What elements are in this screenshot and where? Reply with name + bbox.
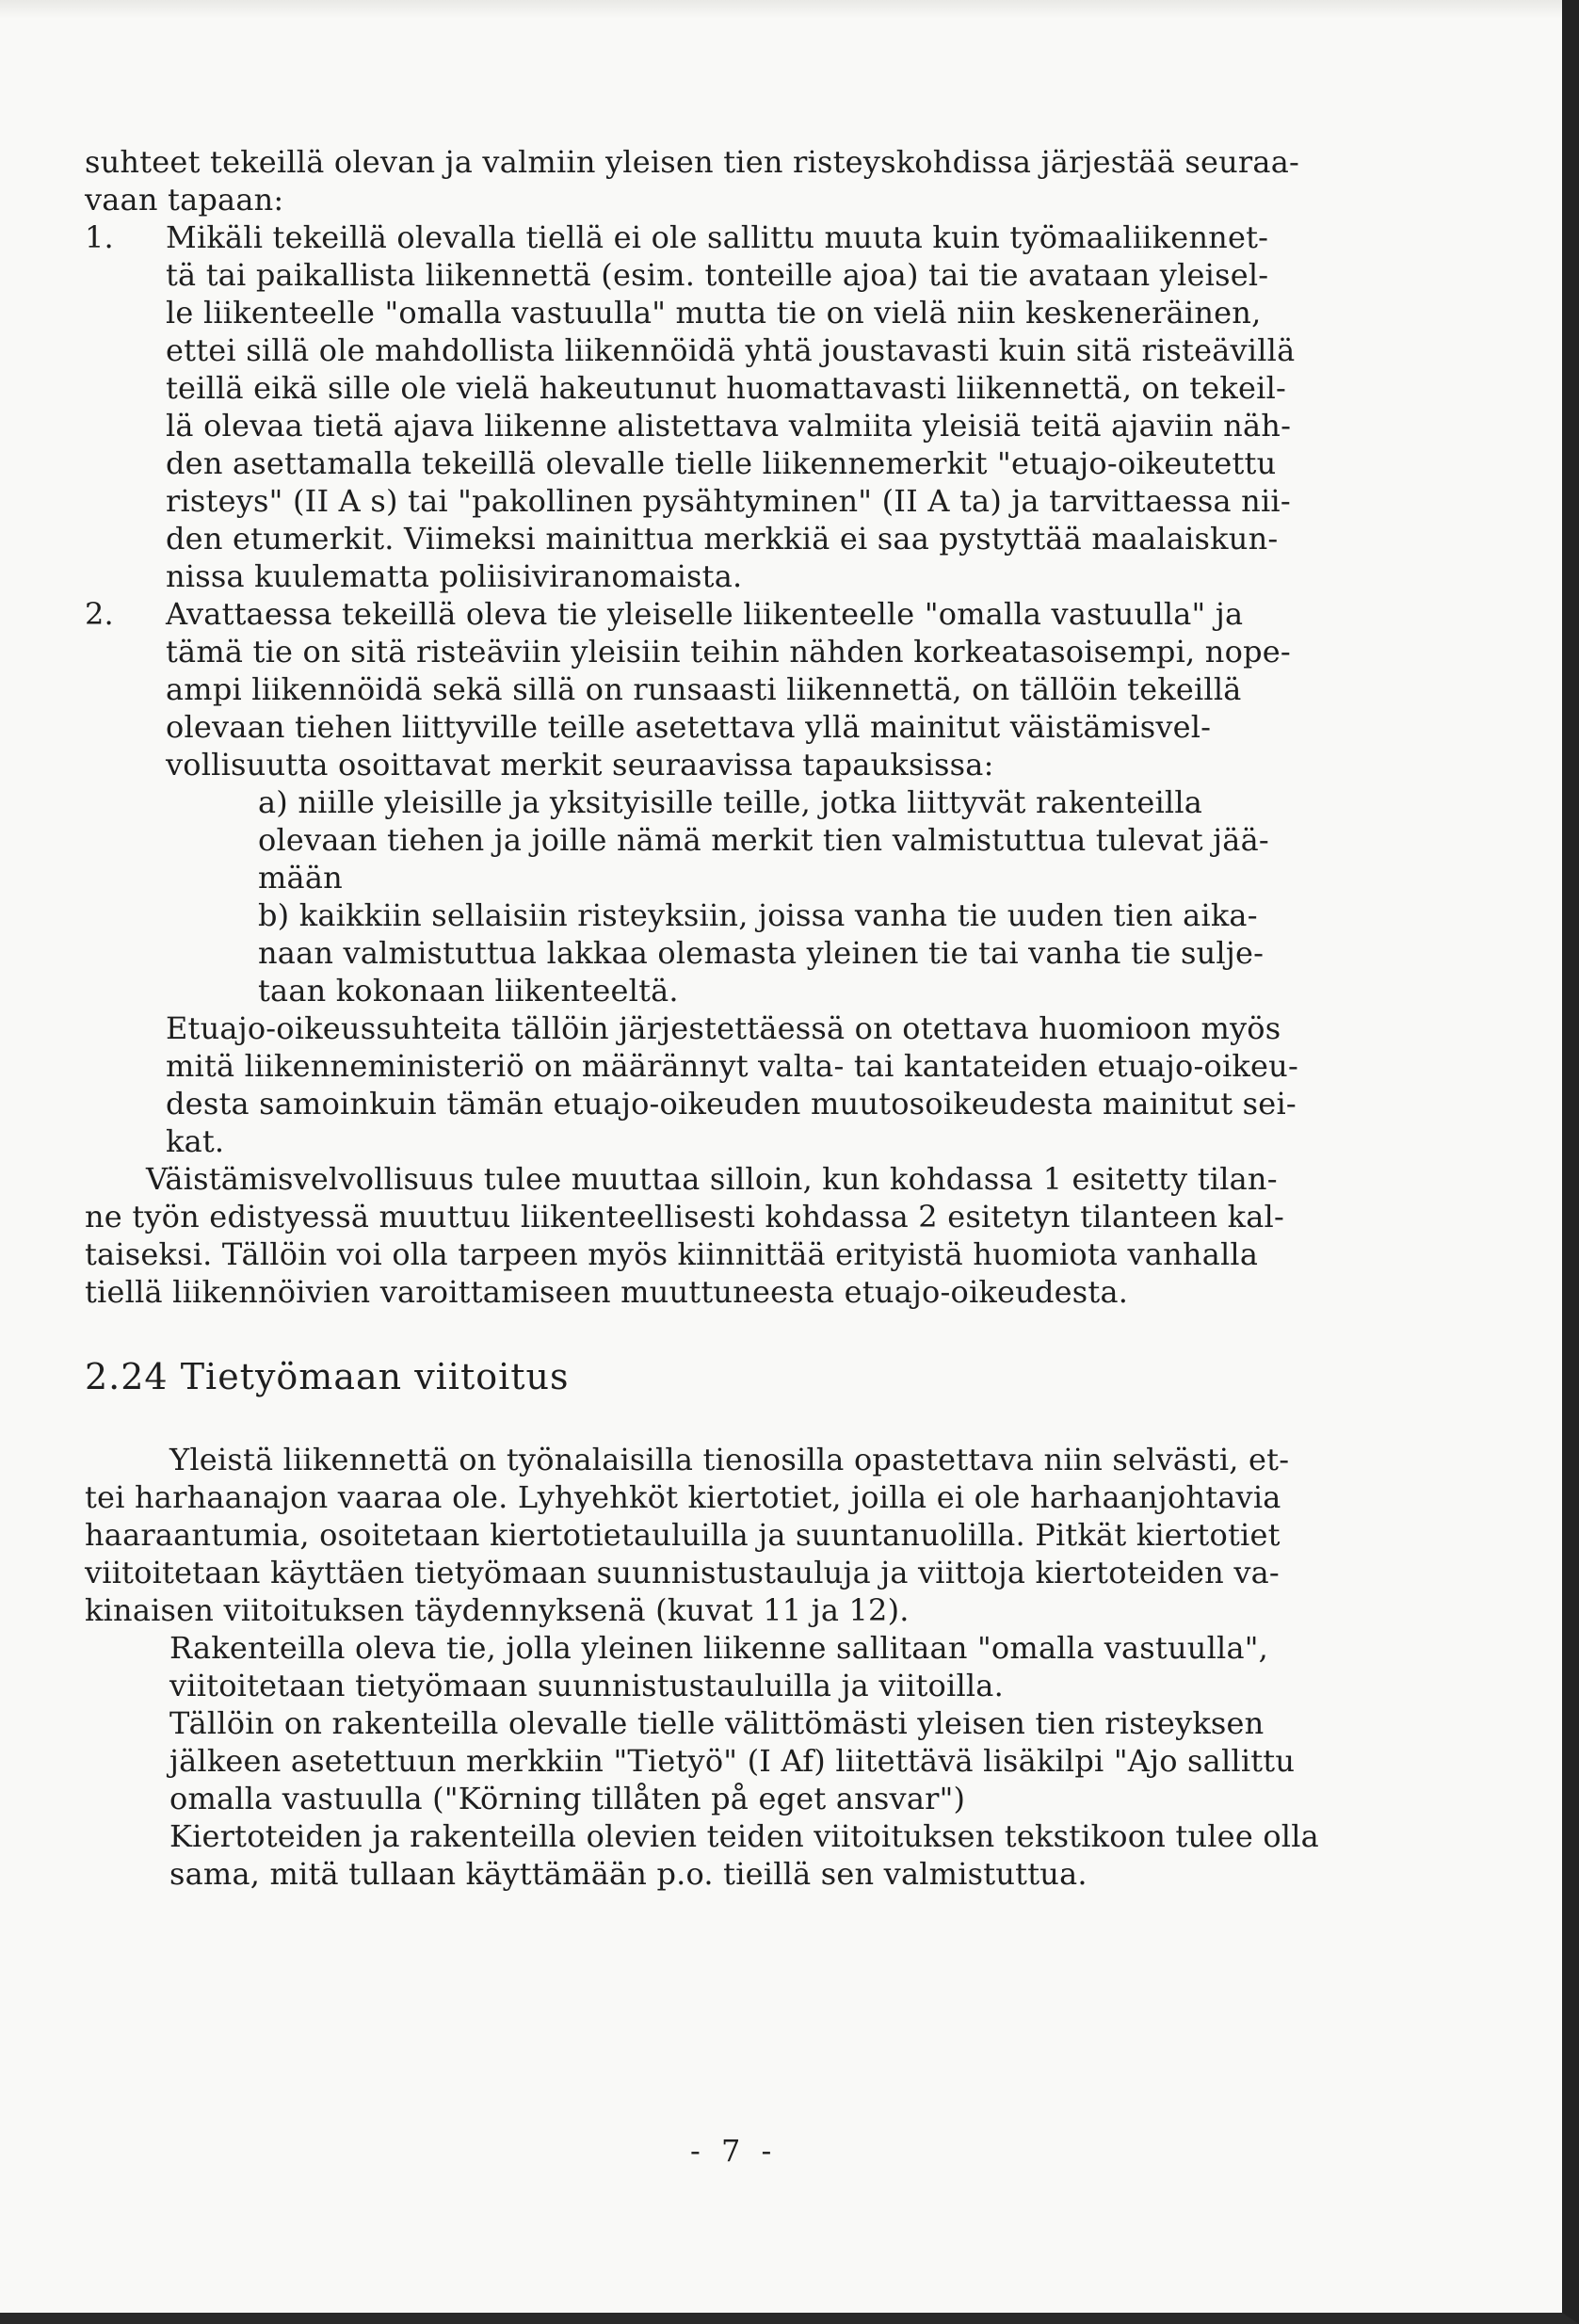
- subitem-a-line-2: olevaan tiehen ja joille nämä merkit tien valmistuttua tulevat jää-: [258, 822, 1269, 858]
- text-line-12: nissa kuulematta poliisiviranomaista.: [166, 558, 743, 594]
- text-line-28: haaraantumia, osoitetaan kiertotietauluilla ja suuntanuolilla. Pitkät kiertotiet: [85, 1517, 1281, 1553]
- text-line-14: tämä tie on sitä risteäviin yleisiin teihin nähden korkeatasoisempi, nope-: [166, 634, 1291, 670]
- text-line-11: den etumerkit. Viimeksi mainittua merkkiä ei saa pystyttää maalaiskun-: [166, 521, 1279, 557]
- text-line-36: Kiertoteiden ja rakenteilla olevien teiden viitoituksen tekstikoon tulee olla: [169, 1818, 1319, 1854]
- text-line-25: tiellä liikennöivien varoittamiseen muuttuneesta etuajo-oikeudesta.: [85, 1274, 1129, 1310]
- page-number: - 7 -: [690, 2133, 778, 2169]
- text-line-27: tei harhaanajon vaaraa ole. Lyhyehköt kiertotiet, joilla ei ole harhaanjohtavia: [85, 1479, 1281, 1515]
- scan-edge-shadow: [0, 0, 1562, 19]
- text-line-37: sama, mitä tullaan käyttämään p.o. tieillä sen valmistuttua.: [169, 1856, 1088, 1892]
- text-line-8: lä olevaa tietä ajava liikenne alistettava valmiita yleisiä teitä ajaviin näh-: [166, 408, 1292, 444]
- text-line-5: le liikenteelle "omalla vastuulla" mutta tie on vielä niin keskeneräinen,: [166, 295, 1262, 331]
- subitem-a-line-1: a) niille yleisille ja yksityisille teille, jotka liittyvät rakenteilla: [258, 784, 1203, 820]
- text-line-3: Mikäli tekeillä olevalla tiellä ei ole sallittu muuta kuin työmaaliikennet-: [166, 219, 1269, 255]
- text-line-30: kinaisen viitoituksen täydennyksenä (kuvat 11 ja 12).: [85, 1592, 910, 1628]
- list-number-1: 1.: [85, 219, 114, 255]
- text-line-2: vaan tapaan:: [85, 182, 284, 218]
- subitem-b-line-3: taan kokonaan liikenteeltä.: [258, 973, 679, 1009]
- text-line-26: Yleistä liikennettä on työnalaisilla tienosilla opastettava niin selvästi, et-: [169, 1442, 1290, 1477]
- text-line-15: ampi liikennöidä sekä sillä on runsaasti liikennettä, on tällöin tekeillä: [166, 671, 1242, 707]
- list-number-2: 2.: [85, 596, 114, 632]
- text-line-32: viitoitetaan tietyömaan suunnistustauluilla ja viitoilla.: [169, 1668, 1004, 1703]
- text-line-22: Väistämisvelvollisuus tulee muuttaa silloin, kun kohdassa 1 esitetty tilan-: [146, 1161, 1278, 1197]
- text-line-20: desta samoinkuin tämän etuajo-oikeuden muutosoikeudesta mainitut sei-: [166, 1086, 1297, 1122]
- subitem-b-line-2: naan valmistuttua lakkaa olemasta yleinen tie tai vanha tie sulje-: [258, 935, 1265, 971]
- text-line-35: omalla vastuulla ("Körning tillåten på eget ansvar"): [169, 1781, 966, 1816]
- text-line-34: jälkeen asetettuun merkkiin "Tietyö" (I Af) liitettävä lisäkilpi "Ajo sallittu: [169, 1743, 1296, 1779]
- text-line-7: teillä eikä sille ole vielä hakeutunut huomattavasti liikennettä, on tekeil-: [166, 370, 1287, 406]
- text-line-17: vollisuutta osoittavat merkit seuraavissa tapauksissa:: [166, 747, 994, 783]
- text-line-29: viitoitetaan käyttäen tietyömaan suunnistustauluja ja viittoja kiertoteiden va-: [85, 1555, 1280, 1590]
- section-heading: 2.24 Tietyömaan viitoitus: [85, 1356, 570, 1397]
- text-line-31: Rakenteilla oleva tie, jolla yleinen liikenne sallitaan "omalla vastuulla",: [169, 1630, 1269, 1666]
- text-line-19: mitä liikenneministeriö on määrännyt valta- tai kantateiden etuajo-oikeu-: [166, 1048, 1298, 1084]
- text-line-6: ettei sillä ole mahdollista liikennöidä yhtä joustavasti kuin sitä risteävillä: [166, 332, 1296, 368]
- subitem-a-line-3: mään: [258, 860, 343, 896]
- text-line-13: Avattaessa tekeillä oleva tie yleiselle liikenteelle "omalla vastuulla" ja: [166, 596, 1244, 632]
- text-line-18: Etuajo-oikeussuhteita tällöin järjestettäessä on otettava huomioon myös: [166, 1010, 1281, 1046]
- subitem-b-line-1: b) kaikkiin sellaisiin risteyksiin, joissa vanha tie uuden tien aika-: [258, 897, 1258, 933]
- text-line-9: den asettamalla tekeillä olevalle tielle liikennemerkit "etuajo-oikeutettu: [166, 445, 1277, 481]
- text-line-24: taiseksi. Tällöin voi olla tarpeen myös kiinnittää erityistä huomiota vanhalla: [85, 1236, 1259, 1272]
- text-line-33: Tällöin on rakenteilla olevalle tielle välittömästi yleisen tien risteyksen: [169, 1705, 1265, 1741]
- text-line-16: olevaan tiehen liittyville teille asetettava yllä mainitut väistämisvel-: [166, 709, 1212, 745]
- text-line-1: suhteet tekeillä olevan ja valmiin yleisen tien risteyskohdissa järjestää seuraa-: [85, 144, 1299, 180]
- text-line-21: kat.: [166, 1123, 225, 1159]
- text-line-4: tä tai paikallista liikennettä (esim. tonteille ajoa) tai tie avataan yleisel-: [166, 257, 1269, 293]
- text-line-23: ne työn edistyessä muuttuu liikenteellisesti kohdassa 2 esitetyn tilanteen kal-: [85, 1199, 1284, 1235]
- text-line-10: risteys" (II A s) tai "pakollinen pysähtyminen" (II A ta) ja tarvittaessa nii-: [166, 483, 1291, 519]
